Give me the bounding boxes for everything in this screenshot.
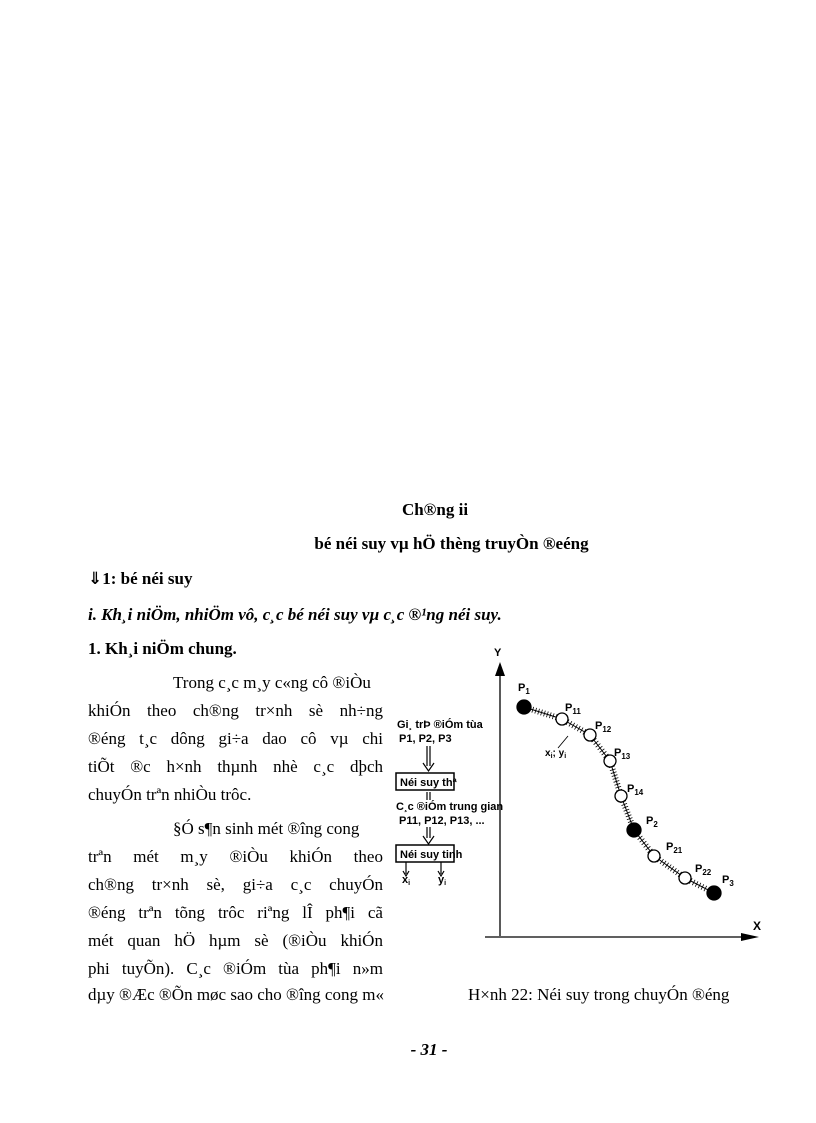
hatch-tick xyxy=(646,846,651,850)
point-label: $P_2$ xyxy=(646,815,658,829)
fine-interpolation-label: Néi suy tinh xyxy=(400,849,463,861)
interpolation-figure xyxy=(393,640,773,960)
hatch-tick xyxy=(598,746,603,750)
text-line: mét quan hÖ hµm sè (®iÒu khiÓn xyxy=(88,931,383,950)
hatch-tick xyxy=(670,866,673,871)
hatch-tick xyxy=(596,744,601,748)
point-label: $P_{22}$ xyxy=(695,863,712,877)
intermediate-point xyxy=(615,790,627,802)
hatch-tick xyxy=(575,724,578,729)
text-line: Trong c¸c m¸y c«ng cô ®iÒu xyxy=(173,673,371,692)
y-axis-arrow-icon xyxy=(495,662,505,676)
y-axis-label: Y xyxy=(494,647,502,659)
x-axis-label: X xyxy=(753,919,762,933)
flow-points-top: P1, P2, P3 xyxy=(399,733,452,745)
text-line: phi tuyÕn). C¸c ®iÓm tùa ph¶i n»m xyxy=(88,959,383,978)
text-line: dµy ®Æc ®Õn møc sao cho ®îng cong m« xyxy=(88,985,384,1004)
text-line: ch®ng tr×nh sè, gi÷a c¸c chuyÓn xyxy=(88,875,383,894)
flow-diagram xyxy=(396,718,503,887)
section-label: 1: bé néi suy xyxy=(102,569,193,588)
text-line: §Ó s¶n sinh mét ®îng cong xyxy=(173,819,360,838)
text-line: ®éng trªn tõng trôc riªng lÎ ph¶i cã xyxy=(88,903,383,922)
point-label: $P_3$ xyxy=(722,874,734,888)
point-label: $P_{11}$ xyxy=(565,702,581,716)
coarse-interpolation-label: Néi suy thª xyxy=(400,777,457,789)
point-label: $P_{14}$ xyxy=(627,783,644,797)
text-line: chuyÓn trªn nhiÒu trôc. xyxy=(88,785,252,804)
figure-caption: H×nh 22: Néi suy trong chuyÓn ®éng xyxy=(468,985,730,1004)
point-label: $P_{12}$ xyxy=(595,720,612,734)
hatch-tick xyxy=(580,728,583,733)
subsection-heading: i. Kh¸i niÖm, nhiÖm vô, c¸c bé néi suy vµ c¸c ®¹ng néi suy. xyxy=(88,605,502,624)
support-point xyxy=(707,886,721,900)
text-line: trªn mét m¸y ®iÒu khiÓn theo xyxy=(88,847,383,866)
hatch-tick xyxy=(572,723,575,728)
hatch-tick xyxy=(642,841,647,845)
flow-label-support-points: Gi¸ trÞ ®iÓm tùa xyxy=(397,719,483,731)
flow-points-mid: P11, P12, P13, ... xyxy=(399,815,485,827)
point-label: $P_1$ xyxy=(518,682,530,696)
point-label-leader xyxy=(558,736,568,748)
text-line: ®éng t¸c dông gi÷a dao cô vµ chi xyxy=(88,729,383,748)
flow-label-intermediate: C¸c ®iÓm trung gian xyxy=(396,801,504,813)
hatch-tick xyxy=(663,861,666,866)
point-label: $P_{21}$ xyxy=(666,841,683,855)
page-number: - 31 - xyxy=(410,1040,448,1059)
output-y-label: yi xyxy=(438,874,447,887)
intermediate-point xyxy=(648,850,660,862)
hatch-tick xyxy=(569,721,572,726)
support-point xyxy=(627,823,641,837)
point-coordinate-label: $x_i$; $y_i$ xyxy=(545,748,567,760)
intermediate-point xyxy=(679,872,691,884)
hatch-tick xyxy=(638,836,643,840)
output-x-label: xi xyxy=(402,874,411,887)
hatch-tick xyxy=(660,859,663,864)
hatch-tick xyxy=(594,741,599,745)
hatch-tick xyxy=(673,868,676,873)
topic-heading: 1. Kh¸i niÖm chung. xyxy=(88,639,237,658)
text-line: tiÕt ®c h×nh thµnh nhè c¸c dþch xyxy=(88,757,383,776)
down-arrow-icon xyxy=(423,763,434,771)
hatch-tick xyxy=(665,863,668,868)
hatch-tick xyxy=(644,844,649,848)
point-label: $P_{13}$ xyxy=(614,747,631,761)
chapter-subtitle: bé néi suy vµ hÖ thèng truyÒn ®eéng xyxy=(314,534,589,553)
section-heading xyxy=(88,569,192,589)
hatch-tick xyxy=(600,749,605,753)
chapter-title: Ch®ng ii xyxy=(401,500,469,519)
x-axis-arrow-icon xyxy=(741,933,759,941)
intermediate-point xyxy=(556,713,568,725)
double-down-arrow-icon: ⇓ xyxy=(88,569,103,589)
hatch-tick xyxy=(640,839,645,843)
hatch-tick xyxy=(602,751,607,755)
down-arrow-icon xyxy=(423,836,434,844)
support-point xyxy=(517,700,531,714)
hatch-tick xyxy=(676,870,679,875)
hatch-tick xyxy=(577,726,580,731)
text-line: khiÓn theo ch®ng tr×nh sè nh÷ng xyxy=(88,701,383,720)
hatch-tick xyxy=(668,865,671,870)
